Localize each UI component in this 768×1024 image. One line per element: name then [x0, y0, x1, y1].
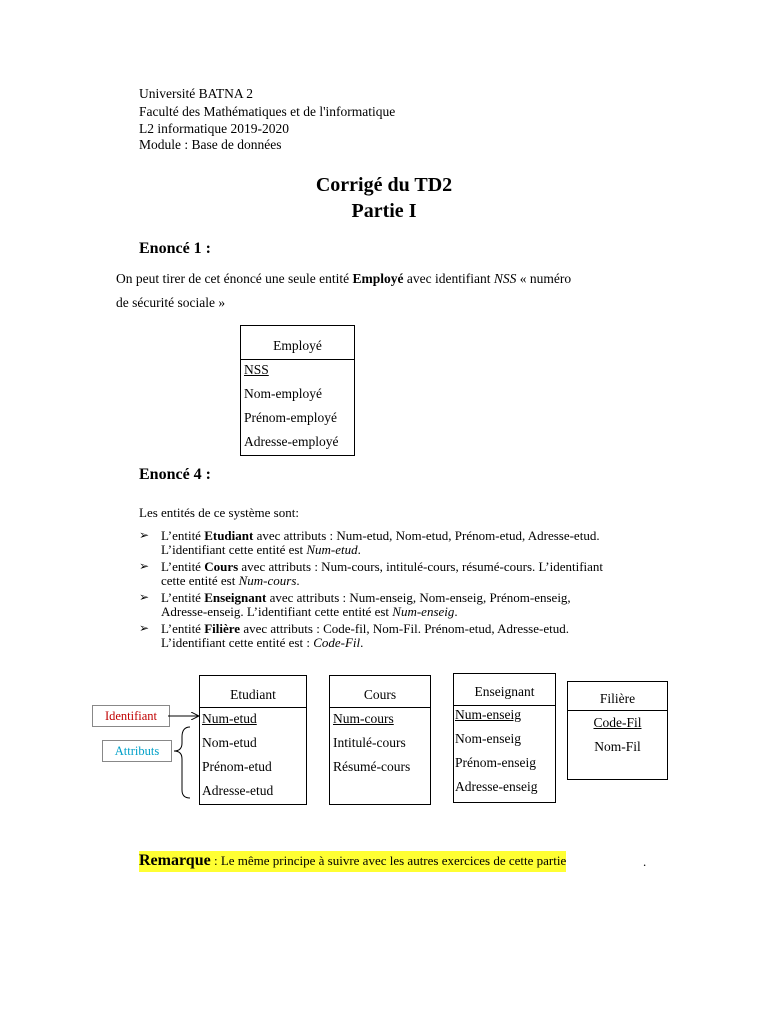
entity-divider	[568, 710, 667, 711]
cours-entity-name: Cours	[363, 687, 397, 702]
etudiant-attribute: Adresse-etud	[202, 783, 274, 798]
enseignant-entity-name: Enseignant	[474, 684, 535, 699]
enonce1-paragraph-line1: On peut tirer de cet énoncé une seule entité Employé avec identifiant NSS « numéro	[116, 271, 572, 286]
document-subtitle: Partie I	[351, 200, 417, 222]
bullet-arrow-icon: ➢	[139, 559, 150, 573]
etudiant-identifier: Num-etud	[202, 711, 257, 726]
list-item: L’entité Cours avec attributs : Num-cours, intitulé-cours, résumé-cours. L’identifiant cette entité est Num-cours.	[161, 559, 604, 588]
etudiant-entity-box	[199, 675, 307, 805]
level-year: L2 informatique 2019-2020	[139, 121, 289, 136]
enonce1-heading: Enoncé 1 :	[139, 240, 211, 257]
attributs-label: Attributs	[102, 740, 172, 762]
filiere-entity-box	[567, 681, 668, 780]
remark-text: : Le même principe à suivre avec les autres exercices de cette partie	[210, 853, 567, 868]
bullet-arrow-icon: ➢	[139, 590, 150, 604]
faculty-name: Faculté des Mathématiques et de l'informatique	[139, 104, 396, 119]
enonce1-paragraph-line2: de sécurité sociale »	[116, 295, 226, 310]
enonce4-heading: Enoncé 4 :	[139, 466, 211, 483]
remark-period: .	[643, 854, 647, 869]
employe-entity-name: Employé	[273, 338, 322, 353]
enseignant-entity-box	[453, 673, 556, 803]
list-item: L’entité Filière avec attributs : Code-fil, Nom-Fil. Prénom-etud, Adresse-etud. L’identifiant cette entité est : Code-Fil.	[161, 621, 569, 650]
enseignant-attribute: Prénom-enseig	[455, 755, 536, 770]
university-name: Université BATNA 2	[139, 86, 253, 101]
etudiant-attribute: Nom-etud	[202, 735, 257, 750]
list-item: L’entité Etudiant avec attributs : Num-etud, Nom-etud, Prénom-etud, Adresse-etud. L’identifiant cette entité est Num-etud.	[161, 528, 600, 557]
filiere-attribute: Nom-Fil	[594, 739, 641, 754]
employe-attribute: Adresse-employé	[244, 434, 339, 449]
enonce4-intro: Les entités de ce système sont:	[139, 505, 299, 520]
etudiant-attribute: Prénom-etud	[202, 759, 272, 774]
employe-identifier: NSS	[244, 362, 269, 377]
bullet-arrow-icon: ➢	[139, 528, 150, 542]
cours-attribute: Résumé-cours	[333, 759, 411, 774]
entity-divider	[330, 707, 430, 708]
employe-attribute: Prénom-employé	[244, 410, 337, 425]
cours-attribute: Intitulé-cours	[333, 735, 406, 750]
remark-keyword: Remarque	[139, 852, 211, 869]
enseignant-attribute: Adresse-enseig	[455, 779, 538, 794]
remark-highlight	[139, 851, 566, 872]
enseignant-attribute: Nom-enseig	[455, 731, 521, 746]
cours-entity-box	[329, 675, 431, 805]
enseignant-identifier: Num-enseig	[455, 707, 521, 722]
cours-identifier: Num-cours	[333, 711, 394, 726]
list-item: L’entité Enseignant avec attributs : Num-enseig, Nom-enseig, Prénom-enseig, Adresse-enseig. L’identifiant cette entité est Num-enseig.	[161, 590, 571, 619]
etudiant-entity-name: Etudiant	[230, 687, 276, 702]
attributes-brace	[174, 727, 190, 798]
identifiant-label: Identifiant	[92, 705, 170, 727]
bullet-arrow-icon: ➢	[139, 621, 150, 635]
module-name: Module : Base de données	[139, 137, 282, 152]
document-title: Corrigé du TD2	[315, 174, 453, 196]
employe-attribute: Nom-employé	[244, 386, 322, 401]
filiere-entity-name: Filière	[599, 691, 636, 706]
entity-divider	[200, 707, 306, 708]
filiere-identifier: Code-Fil	[593, 715, 642, 730]
entity-divider	[454, 705, 555, 706]
